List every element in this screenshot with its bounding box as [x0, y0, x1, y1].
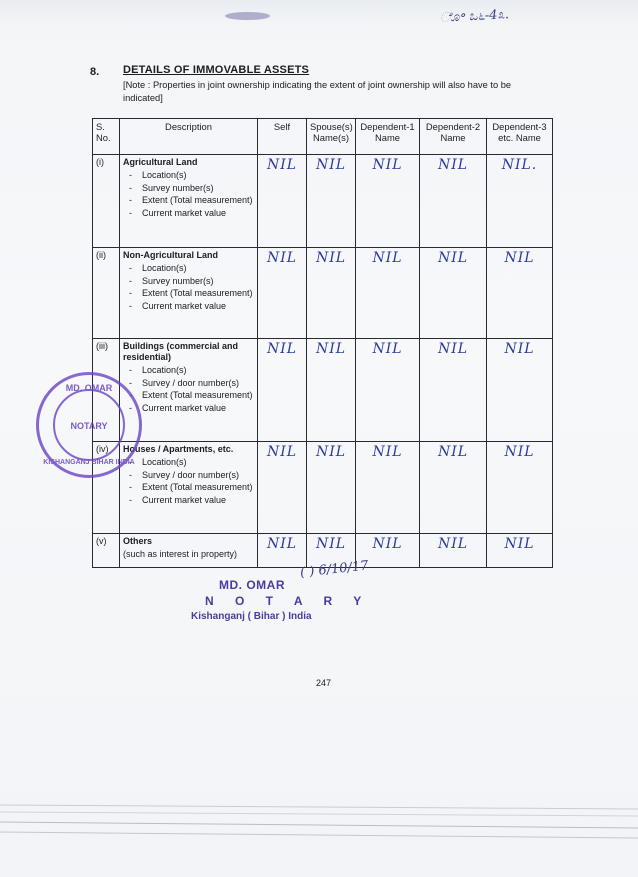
ink-smudge — [225, 12, 270, 20]
value-dependent-2: NIL — [420, 339, 487, 442]
list-item: - Current market value — [129, 495, 254, 507]
previous-page-strip — [0, 0, 638, 28]
row-title: Houses / Apartments, etc. — [123, 444, 234, 454]
value-dependent-1: NIL — [356, 155, 420, 248]
stamp-top-text: MD. OMAR — [65, 383, 113, 393]
list-item: - Location(s) — [129, 457, 254, 469]
notary-round-stamp — [36, 372, 142, 478]
value-dependent-3: NIL — [487, 442, 553, 534]
table-row — [93, 339, 553, 442]
table-row — [93, 155, 553, 248]
list-item: - Extent (Total measurement) — [129, 195, 254, 207]
value-dependent-2: NIL — [420, 155, 487, 248]
value-spouse: NIL — [307, 442, 356, 534]
stamp-bottom-text: KISHANGANJ BIHAR INDIA — [43, 459, 135, 466]
seal-place: Kishanganj ( Bihar ) India — [191, 611, 312, 622]
list-item: - Current market value — [129, 301, 254, 313]
seal-name: MD. OMAR — [219, 578, 285, 592]
seal-title: N O T A R Y — [205, 594, 371, 608]
stamp-middle-text: NOTARY — [70, 421, 108, 431]
notary-signature: ( ) 6/10/17 — [299, 558, 370, 581]
row-sno: (i) — [93, 155, 120, 248]
list-item: - Extent (Total measurement) — [129, 482, 254, 494]
section-number: 8. — [90, 66, 100, 78]
header-spouse: Spouse(s) Name(s) — [307, 119, 356, 155]
row-sno: (iii) — [93, 339, 120, 442]
value-spouse: NIL — [307, 155, 356, 248]
list-item: - Current market value — [129, 403, 254, 415]
header-dependent-3: Dependent-3 etc. Name — [487, 119, 553, 155]
value-self: NIL — [258, 248, 307, 339]
list-item: - Survey number(s) — [129, 276, 254, 288]
row-description — [120, 248, 258, 339]
row-title: Agricultural Land — [123, 157, 198, 167]
section-note: [Note : Properties in joint ownership indicating the extent of joint ownership will also have to be indicated] — [123, 80, 512, 103]
list-item: - Location(s) — [129, 170, 254, 182]
row-description — [120, 442, 258, 534]
row-subtitle: (such as interest in property) — [123, 549, 238, 559]
list-item: - Extent (Total measurement) — [129, 390, 254, 402]
row-description — [120, 155, 258, 248]
value-dependent-1: NIL — [356, 339, 420, 442]
list-item: - Location(s) — [129, 365, 254, 377]
row-title: Non-Agricultural Land — [123, 250, 218, 260]
value-self: NIL — [258, 339, 307, 442]
value-dependent-3: NIL. — [487, 155, 553, 248]
list-item: - Survey / door number(s) — [129, 470, 254, 482]
table-row — [93, 442, 553, 534]
value-dependent-2: NIL — [420, 442, 487, 534]
row-title: Buildings (commercial and residential) — [123, 341, 239, 362]
list-item: - Survey / door number(s) — [129, 378, 254, 390]
table-header-row — [93, 119, 553, 155]
row-sno: (v) — [93, 534, 120, 568]
table-row — [93, 248, 553, 339]
value-dependent-3: NIL — [487, 339, 553, 442]
value-dependent-2: NIL — [420, 534, 487, 568]
value-dependent-1: NIL — [356, 534, 420, 568]
row-sno: (iv) — [93, 442, 120, 534]
value-dependent-1: NIL — [356, 442, 420, 534]
header-dependent-1: Dependent-1 Name — [356, 119, 420, 155]
value-spouse: NIL — [307, 534, 356, 568]
row-sno: (ii) — [93, 248, 120, 339]
value-dependent-3: NIL — [487, 248, 553, 339]
value-spouse: NIL — [307, 339, 356, 442]
value-self: NIL — [258, 442, 307, 534]
list-item: - Extent (Total measurement) — [129, 288, 254, 300]
handwritten-scrawl: ೊ॰ ಒ೬-4೩. — [439, 7, 510, 26]
list-item: - Location(s) — [129, 263, 254, 275]
value-dependent-2: NIL — [420, 248, 487, 339]
list-item: - Survey number(s) — [129, 183, 254, 195]
value-dependent-3: NIL — [487, 534, 553, 568]
row-title: Others — [123, 536, 153, 546]
section-title: DETAILS OF IMMOVABLE ASSETS — [123, 64, 310, 76]
value-self: NIL — [258, 534, 307, 568]
value-dependent-1: NIL — [356, 248, 420, 339]
bottom-edge-lines — [0, 800, 638, 860]
value-spouse: NIL — [307, 248, 356, 339]
value-self: NIL — [258, 155, 307, 248]
row-description — [120, 534, 258, 568]
immovable-assets-table — [92, 118, 553, 568]
header-description: Description — [120, 119, 258, 155]
page-number: 247 — [316, 678, 332, 688]
header-sno: S. No. — [93, 119, 120, 155]
header-self: Self — [258, 119, 307, 155]
header-dependent-2: Dependent-2 Name — [420, 119, 487, 155]
list-item: - Current market value — [129, 208, 254, 220]
